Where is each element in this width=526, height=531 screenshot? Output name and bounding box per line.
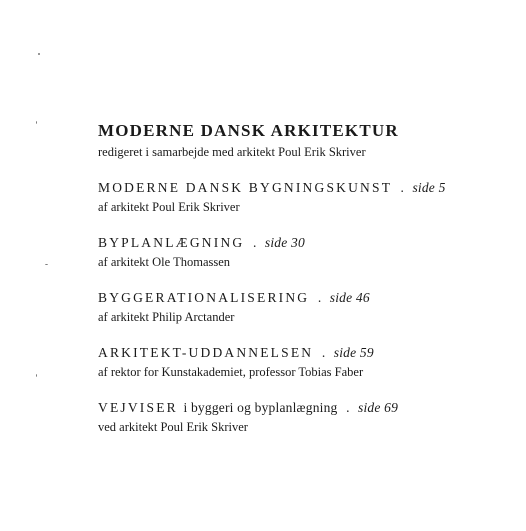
toc-entry-heading <box>98 289 508 307</box>
toc-entry-title: BYPLANLÆGNING <box>98 235 245 250</box>
toc-entry-title: VEJVISER <box>98 400 178 415</box>
toc-page-reference: side 59 <box>333 345 374 360</box>
toc-entry <box>98 179 508 215</box>
scan-speck <box>36 374 37 377</box>
scan-speck <box>38 53 40 55</box>
toc-entry <box>98 234 508 270</box>
toc-entry-author: af arkitekt Ole Thomassen <box>98 255 231 269</box>
main-subtitle: redigeret i samarbejde med arkitekt Poul Erik Skriver <box>98 145 366 159</box>
toc-entry-title: MODERNE DANSK BYGNINGSKUNST <box>98 180 392 195</box>
scan-speck <box>36 121 37 124</box>
toc-entry-title-rest: i byggeri og byplanlægning <box>183 400 338 415</box>
toc-entry <box>98 399 508 435</box>
toc-entry-title: BYGGERATIONALISERING <box>98 290 310 305</box>
toc-separator: . <box>400 180 404 195</box>
toc-entry <box>98 289 508 325</box>
toc-entry-author: ved arkitekt Poul Erik Skriver <box>98 420 248 434</box>
toc-entry-heading <box>98 344 508 362</box>
toc-page-reference: side 30 <box>264 235 305 250</box>
toc-entry-heading <box>98 179 508 197</box>
scan-speck <box>45 264 48 265</box>
table-of-contents <box>98 121 508 435</box>
toc-separator: . <box>317 290 322 305</box>
toc-page-reference: side 46 <box>329 290 370 305</box>
toc-entry-heading <box>98 234 508 252</box>
toc-separator: . <box>321 345 326 360</box>
toc-entry-author: af rektor for Kunstakademiet, professor Tobias Faber <box>98 365 364 379</box>
toc-page-reference: side 5 <box>412 180 446 195</box>
toc-separator: . <box>252 235 257 250</box>
toc-entry-author: af arkitekt Poul Erik Skriver <box>98 200 240 214</box>
toc-page-reference: side 69 <box>358 400 399 415</box>
toc-separator: . <box>346 400 350 415</box>
toc-entry-title: ARKITEKT-UDDANNELSEN <box>98 345 314 360</box>
toc-entry <box>98 344 508 380</box>
toc-entry-heading <box>98 399 508 417</box>
main-title: MODERNE DANSK ARKITEKTUR <box>98 121 399 140</box>
toc-entry-author: af arkitekt Philip Arctander <box>98 310 235 324</box>
